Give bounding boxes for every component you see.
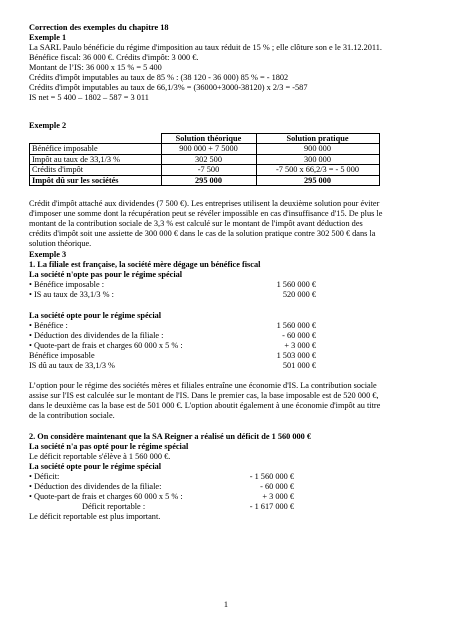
q2-no-option-heading: La société n'a pas opté pour le régime spécial	[29, 442, 189, 451]
example-2-paragraph-line: d'imposer une somme dont la récupération peut se révéler impossible en cas d'insuffisance d'15. De plus le	[29, 209, 383, 218]
table-cell: 900 000	[256, 144, 379, 154]
example-2-paragraph-line: montant de la contribution sociale de 3,3 % est calculé sur le montant de l'impôt avant déduction des	[29, 219, 363, 228]
example-1-line: Crédits d'impôt imputables au taux de 85 % : (38 120 - 36 000) 85 % = - 1802	[29, 73, 289, 82]
example-1-line: La SARL Paulo bénéficie du régime d'imposition au taux réduit de 15 % ; elle clôture son e le 31.12.2011.	[29, 43, 382, 52]
question-1-heading: 1. La filiale est française, la société mère dégage un bénéfice fiscal	[29, 260, 261, 269]
line-label: • Déduction des dividendes de la filiale:	[29, 482, 162, 491]
line-value: 1 560 000 €	[276, 321, 316, 330]
option-heading: La société opte pour le régime spécial	[29, 311, 162, 320]
example-3-paragraph-line: L’option pour le régime des sociétés mères et filiales entraîne une économie d'IS. La contribution sociale	[29, 381, 377, 390]
line-label: • Quote-part de frais et charges 60 000 x 5 % :	[29, 341, 183, 350]
line-value: 1 503 000 €	[276, 351, 316, 360]
table-header-cell	[30, 134, 162, 144]
q2-conclusion: Le déficit reportable est plus important.	[29, 512, 161, 521]
table-cell: Impôt au taux de 33,1/3 %	[30, 154, 162, 164]
example-3-paragraph-line: de la contribution sociale.	[29, 411, 115, 420]
line-value: - 60 000 €	[282, 331, 316, 340]
table-cell: 302 500	[161, 154, 256, 164]
example-1-heading: Exemple 1	[29, 33, 67, 42]
table-row	[30, 144, 380, 154]
table-cell: Impôt dû sur les sociétés	[30, 175, 162, 185]
line-value: 1 560 000 €	[276, 280, 316, 289]
example-1-line: Montant de l’IS: 36 000 x 15 % = 5 400	[29, 63, 162, 72]
line-value: 520 000 €	[282, 290, 316, 299]
line-value: 501 000 €	[282, 361, 316, 370]
line-value: - 1 617 000 €	[249, 502, 294, 511]
table-header-row	[30, 134, 380, 144]
table-cell: 900 000 + 7 5000	[161, 144, 256, 154]
example-2-heading: Exemple 2	[29, 121, 67, 130]
table-total-row	[30, 175, 380, 185]
table-header-cell: Solution pratique	[256, 134, 379, 144]
question-2-heading: 2. On considère maintenant que la SA Reigner a réalisé un déficit de 1 560 000 €	[29, 432, 312, 441]
table-row	[30, 165, 380, 175]
example-1-line: Crédits d'impôt imputables au taux de 66,1/3% = (36000+3000-38120) x 2/3 = -587	[29, 83, 308, 92]
line-value: + 3 000 €	[284, 341, 316, 350]
example-1-line: IS net = 5 400 – 1802 – 587 = 3 011	[29, 93, 149, 102]
table-cell: -7 500 x 66,2/3 = - 5 000	[256, 165, 379, 175]
example-2-paragraph-line: Crédit d'impôt attaché aux dividendes (7 500 €). Les entreprises utilisent la deuxième solution pour éviter	[29, 199, 380, 208]
line-label: • Déficit:	[29, 472, 60, 481]
line-label: • IS au taux de 33,1/3 % :	[29, 290, 114, 299]
solutions-table	[29, 133, 380, 186]
line-label: • Bénéfice :	[29, 321, 68, 330]
example-2-paragraph-line: solution théorique.	[29, 239, 92, 248]
line-value: - 60 000 €	[260, 482, 294, 491]
table-cell: 300 000	[256, 154, 379, 164]
page-title: Correction des exemples du chapitre 18	[29, 23, 169, 32]
line-label: • Déduction des dividendes de la filiale :	[29, 331, 164, 340]
table-cell: -7 500	[161, 165, 256, 175]
table-cell: Crédits d'impôt	[30, 165, 162, 175]
example-1-line: Bénéfice fiscal: 36 000 €. Crédits d'impôt: 3 000 €.	[29, 53, 199, 62]
q2-option-heading: La société opte pour le régime spécial	[29, 462, 162, 471]
table-cell: 295 000	[256, 175, 379, 185]
line-label: • Quote-part de frais et charges 60 000 x 5 % :	[29, 492, 183, 501]
example-3-heading: Exemple 3	[29, 250, 67, 259]
table-header-cell: Solution théorique	[161, 134, 256, 144]
q2-no-option-line: Le déficit reportable s'élève à 1 560 000 €.	[29, 452, 171, 461]
page-number: 1	[223, 600, 229, 609]
table-row	[30, 154, 380, 164]
line-value: - 1 560 000 €	[249, 472, 294, 481]
example-3-paragraph-line: assise sur l'IS est calculée sur le montant de l'IS. Dans le premier cas, la base imposable est de 520 000 €,	[29, 391, 379, 400]
no-option-heading: La société n'opte pas pour le régime spécial	[29, 270, 183, 279]
line-label: Bénéfice imposable	[29, 351, 95, 360]
line-value: + 3 000 €	[262, 492, 294, 501]
line-label: IS dû au taux de 33,1/3 %	[29, 361, 115, 370]
line-label: • Bénéfice imposable :	[29, 280, 105, 289]
example-3-paragraph-line: dans le deuxième cas la base est de 501 000 €. L'option aboutit également à une économie d'impôt au titre	[29, 401, 381, 410]
example-2-paragraph-line: crédits d'impôt soit une assiette de 300 000 € dans le cas de la solution pratique contre 302 500 € dans la	[29, 229, 376, 238]
table-cell: Bénéfice imposable	[30, 144, 162, 154]
table-cell: 295 000	[161, 175, 256, 185]
line-label: Déficit reportable :	[82, 502, 146, 511]
